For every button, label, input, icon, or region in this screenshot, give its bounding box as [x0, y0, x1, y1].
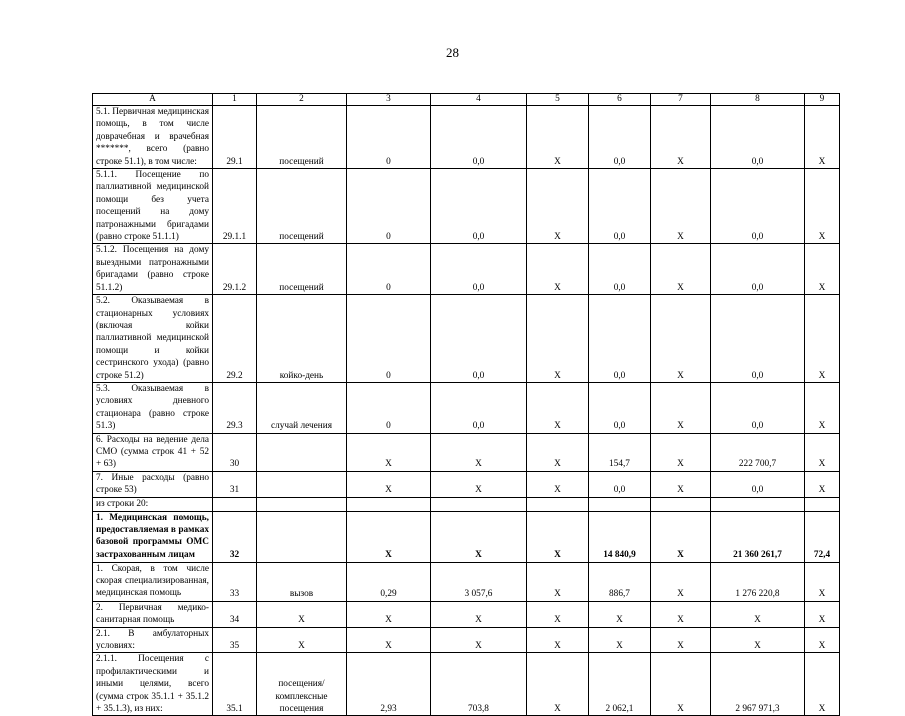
table-cell: 0,29	[347, 562, 431, 601]
table-cell: X	[431, 471, 527, 497]
table-cell: X	[805, 562, 840, 601]
table-row	[93, 471, 840, 497]
table-cell: 0,0	[589, 169, 651, 244]
table-cell: 0,0	[431, 295, 527, 383]
table-cell: X	[527, 601, 589, 627]
column-header: 2	[257, 94, 347, 106]
row-label: 5.3. Оказываемая в условиях дневного стационара (равно строке 51.3)	[93, 382, 213, 433]
table-cell: 33	[213, 562, 257, 601]
table-cell: X	[805, 106, 840, 169]
row-label: 6. Расходы на ведение дела СМО (сумма строк 41 + 52 + 63)	[93, 433, 213, 471]
table-cell: 14 840,9	[589, 511, 651, 562]
table-cell: X	[651, 433, 711, 471]
page-number: 28	[446, 45, 459, 60]
table-row	[93, 169, 840, 244]
table-cell: X	[805, 471, 840, 497]
table-cell: 3 057,6	[431, 562, 527, 601]
table-cell: посещений	[257, 244, 347, 295]
table-cell: X	[257, 627, 347, 653]
table-cell: 0,0	[711, 382, 805, 433]
table-cell: X	[651, 562, 711, 601]
table-cell: 0,0	[589, 106, 651, 169]
table-row	[93, 106, 840, 169]
table-cell: X	[347, 433, 431, 471]
table-cell: X	[651, 471, 711, 497]
table-cell: X	[347, 601, 431, 627]
table-cell: X	[257, 601, 347, 627]
table-cell: случай лечения	[257, 382, 347, 433]
table-cell: 35	[213, 627, 257, 653]
table-row	[93, 511, 840, 562]
row-label: 2.1.1. Посещения с профилактическими и иными целями, всего (сумма строк 35.1.1 + 35.1.2 + 35.1.3), из них:	[93, 653, 213, 716]
table-cell: X	[805, 653, 840, 716]
table-cell: 0	[347, 295, 431, 383]
table-cell: посещения/ комплексные посещения	[257, 653, 347, 716]
column-header: 9	[805, 94, 840, 106]
table-cell: X	[527, 653, 589, 716]
table-cell: X	[347, 471, 431, 497]
table-cell	[431, 497, 527, 511]
row-label: 1. Скорая, в том числе скорая специализированная, медицинская помощь	[93, 562, 213, 601]
table-cell: 0,0	[711, 244, 805, 295]
table-cell: 222 700,7	[711, 433, 805, 471]
table-cell: X	[347, 511, 431, 562]
table-row	[93, 562, 840, 601]
table-cell	[257, 511, 347, 562]
table-cell: X	[589, 627, 651, 653]
table-cell: 0,0	[711, 169, 805, 244]
table-cell: 30	[213, 433, 257, 471]
table-row	[93, 627, 840, 653]
table-cell: 29.1.1	[213, 169, 257, 244]
table-cell	[589, 497, 651, 511]
table-cell: 2 967 971,3	[711, 653, 805, 716]
column-header: 5	[527, 94, 589, 106]
table-cell: X	[805, 601, 840, 627]
table-cell: 34	[213, 601, 257, 627]
table-cell: X	[431, 601, 527, 627]
table-cell: 1 276 220,8	[711, 562, 805, 601]
column-header: 4	[431, 94, 527, 106]
table-cell: X	[651, 169, 711, 244]
table-cell: X	[527, 562, 589, 601]
table-cell: 29.3	[213, 382, 257, 433]
table-cell: 29.1	[213, 106, 257, 169]
table-cell	[257, 433, 347, 471]
table-cell: 0	[347, 382, 431, 433]
table-cell: 0,0	[711, 471, 805, 497]
table-row	[93, 653, 840, 716]
table-cell: 0	[347, 244, 431, 295]
row-label: 7. Иные расходы (равно строке 53)	[93, 471, 213, 497]
table-cell	[257, 471, 347, 497]
table-cell: 0,0	[431, 106, 527, 169]
table-cell: X	[527, 244, 589, 295]
table-cell: X	[651, 295, 711, 383]
table-cell: 0,0	[711, 295, 805, 383]
table-cell: X	[527, 295, 589, 383]
table-cell: X	[651, 627, 711, 653]
table-cell: X	[431, 433, 527, 471]
table-cell: X	[527, 471, 589, 497]
header-row	[93, 94, 840, 106]
table-cell: X	[527, 511, 589, 562]
table-cell: койко-день	[257, 295, 347, 383]
table-cell: X	[805, 433, 840, 471]
table-row	[93, 433, 840, 471]
table-cell: X	[805, 169, 840, 244]
table-cell: X	[711, 627, 805, 653]
table-cell: 21 360 261,7	[711, 511, 805, 562]
table-cell: 0,0	[431, 169, 527, 244]
table-cell: X	[527, 106, 589, 169]
table-cell: X	[651, 601, 711, 627]
table-cell: X	[527, 433, 589, 471]
table-cell: X	[805, 627, 840, 653]
table-cell: X	[527, 169, 589, 244]
column-header: 8	[711, 94, 805, 106]
row-label: 2.1. В амбулаторных условиях:	[93, 627, 213, 653]
table-cell: X	[347, 627, 431, 653]
table-row	[93, 295, 840, 383]
table-cell	[347, 497, 431, 511]
data-table	[92, 93, 840, 716]
table-cell: 0,0	[431, 244, 527, 295]
table-cell: X	[805, 295, 840, 383]
row-label: 2. Первичная медико-санитарная помощь	[93, 601, 213, 627]
table-cell: посещений	[257, 169, 347, 244]
table-cell: X	[651, 382, 711, 433]
table-cell: X	[651, 244, 711, 295]
table-cell: X	[651, 106, 711, 169]
table-cell: X	[651, 511, 711, 562]
row-label: 5.1.2. Посещения на дому выездными патронажными бригадами (равно строке 51.1.2)	[93, 244, 213, 295]
table-cell: X	[527, 627, 589, 653]
column-header: 6	[589, 94, 651, 106]
table-cell: 886,7	[589, 562, 651, 601]
table-cell: 154,7	[589, 433, 651, 471]
table-cell: 0	[347, 106, 431, 169]
table-cell: 0,0	[589, 295, 651, 383]
table-cell: X	[431, 511, 527, 562]
table-cell: X	[651, 653, 711, 716]
table-cell	[213, 497, 257, 511]
row-label: из строки 20:	[93, 497, 213, 511]
table-cell: X	[805, 244, 840, 295]
row-label: 1. Медицинская помощь, предоставляемая в рамках базовой программы ОМС застрахованным лицам	[93, 511, 213, 562]
table-cell	[527, 497, 589, 511]
table-cell	[805, 497, 840, 511]
table-cell: X	[527, 382, 589, 433]
table-cell: 29.1.2	[213, 244, 257, 295]
table-cell: 32	[213, 511, 257, 562]
table-cell	[257, 497, 347, 511]
table-cell: 0,0	[589, 244, 651, 295]
column-header: 1	[213, 94, 257, 106]
table-row	[93, 382, 840, 433]
table-cell	[711, 497, 805, 511]
row-label: 5.1. Первичная медицинская помощь, в том числе доврачебная и врачебная *******, всего (равно строке 51.1), в том числе:	[93, 106, 213, 169]
table-cell: 0,0	[589, 471, 651, 497]
table-cell: 29.2	[213, 295, 257, 383]
table-cell: X	[589, 601, 651, 627]
table-cell: 0	[347, 169, 431, 244]
table-row	[93, 497, 840, 511]
table-cell: 0,0	[711, 106, 805, 169]
column-header: А	[93, 94, 213, 106]
table-cell: 2,93	[347, 653, 431, 716]
table-cell: 0,0	[431, 382, 527, 433]
table-cell	[651, 497, 711, 511]
table-cell: 72,4	[805, 511, 840, 562]
table-cell: 703,8	[431, 653, 527, 716]
table-row	[93, 244, 840, 295]
column-header: 3	[347, 94, 431, 106]
table-cell: 2 062,1	[589, 653, 651, 716]
table-cell: вызов	[257, 562, 347, 601]
table-row	[93, 601, 840, 627]
table-cell: X	[805, 382, 840, 433]
row-label: 5.1.1. Посещение по паллиативной медицинской помощи без учета посещений на дому патронажными бригадами (равно строке 51.1.1)	[93, 169, 213, 244]
table-cell: X	[711, 601, 805, 627]
table-cell: X	[431, 627, 527, 653]
table-cell: посещений	[257, 106, 347, 169]
table-cell: 35.1	[213, 653, 257, 716]
table-cell: 31	[213, 471, 257, 497]
column-header: 7	[651, 94, 711, 106]
table-cell: 0,0	[589, 382, 651, 433]
row-label: 5.2. Оказываемая в стационарных условиях (включая койки паллиативной медицинской помощи и койки сестринского ухода) (равно строке 51.2)	[93, 295, 213, 383]
